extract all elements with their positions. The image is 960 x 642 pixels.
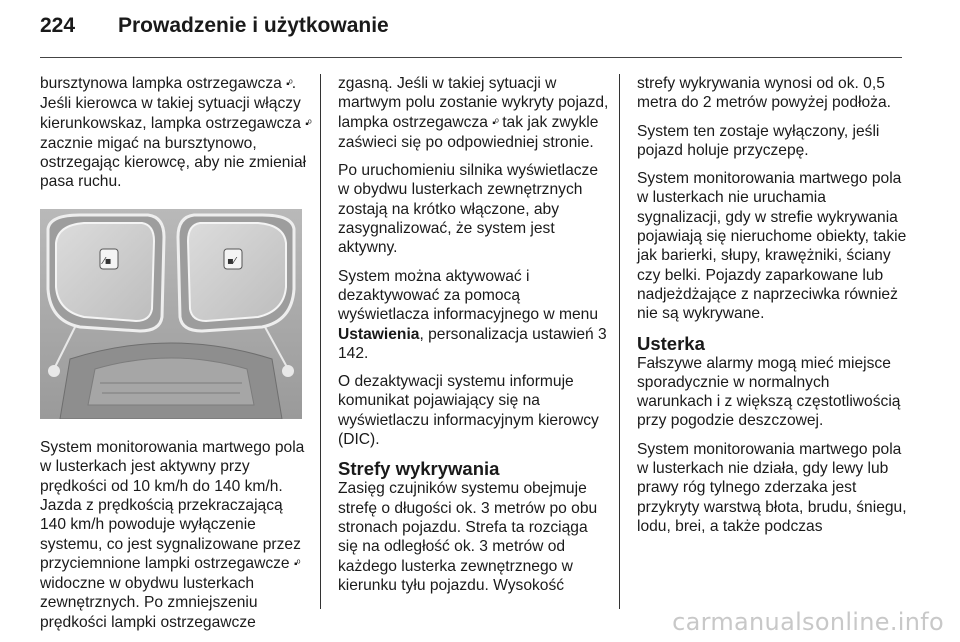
paragraph: System monitorowania martwego pola w lusterkach nie uruchamia sygnalizacji, gdy w strefie wykrywania pojawiają się nieruchome obiekty, takie jak barierki, słupy, krawężniki, ściany czy belki. Pojazdy zaparkowane lub nadjeżdżające z naprzeciwka również nie są wykrywane.	[637, 170, 907, 323]
column-3	[637, 74, 909, 545]
paragraph: Zasięg czujników systemu obejmuje strefę o długości ok. 3 metrów po obu stronach pojazdu. Strefa ta rozciąga się na odległość ok. 3 metrów od każdego lusterka zewnętrznego w kierunku tyłu pojazdu. Wysokość	[338, 480, 598, 594]
page-title: Prowadzenie i użytkowanie	[118, 14, 389, 37]
svg-text:⁄▪: ⁄▪	[103, 255, 112, 267]
column-2	[338, 74, 610, 604]
column-1	[40, 74, 312, 641]
text: System monitorowania martwego pola w lusterkach jest aktywny przy prędkości od 10 km/h do 140 km/h. Jazda z prędkością przekraczającą 140 km/h powoduje wyłączenie systemu, co jest sygnalizowane przez przyciemnione lampki ostrzegawcze	[40, 439, 305, 572]
text: tak jak zwykle zaświeci się po odpowiedniej stronie.	[338, 113, 599, 151]
paragraph	[338, 267, 610, 363]
text: zgasną. Jeśli w takiej sytuacji w martwym polu zostanie wykryty pojazd, lampka ostrzegawcza	[338, 75, 609, 131]
section-heading-fault: Usterka	[637, 332, 705, 354]
paragraph: System monitorowania martwego pola w lusterkach nie działa, gdy lewy lub prawy róg tylnego zderzaka jest przykryty warstwą błota, brudu, śniegu, lodu, brei, a także podczas	[637, 440, 907, 535]
menu-name: Ustawienia	[338, 325, 420, 343]
blind-spot-warning-icon: ▪⁰	[293, 558, 300, 570]
page-header	[40, 14, 920, 38]
paragraph	[40, 74, 312, 192]
page-reference[interactable]: 3 142.	[338, 325, 607, 362]
mirror-illustration	[40, 209, 302, 419]
blind-spot-warning-icon: ▪⁰	[305, 118, 311, 130]
paragraph	[338, 74, 610, 152]
paragraph: O dezaktywacji systemu informuje komunikat pojawiający się na wyświetlaczu informacyjnym kierowcy (DIC).	[338, 373, 599, 449]
text: widoczne w obydwu lusterkach zewnętrznych. Po zmniejszeniu prędkości lampki ostrzegawcze	[40, 575, 258, 631]
svg-text:▪⁄: ▪⁄	[227, 255, 236, 267]
text: System można aktywować i dezaktywować za pomocą wyświetlacza informacyjnego w menu	[338, 267, 598, 324]
paragraph: strefy wykrywania wynosi od ok. 0,5 metra do 2 metrów powyżej podłoża.	[637, 75, 891, 112]
paragraph: Fałszywe alarmy mogą mieć miejsce sporadycznie w normalnych warunkach i z większą częstotliwością przy pogodzie deszczowej.	[637, 354, 901, 430]
text: bursztynowa lampka ostrzegawcza	[40, 75, 282, 92]
blind-spot-warning-icon: ▪⁰	[492, 117, 498, 129]
section-heading-detection-zones: Strefy wykrywania	[338, 458, 500, 480]
column-divider	[320, 74, 321, 609]
page-number: 224	[40, 14, 76, 37]
paragraph: System ten zostaje wyłączony, jeśli pojazd holuje przyczepę.	[637, 122, 880, 159]
paragraph: Po uruchomieniu silnika wyświetlacze w obydwu lusterkach zewnętrznych zostają na krótko włączone, aby zasygnalizować, że system jest aktywny.	[338, 162, 599, 257]
text: , personalizacja ustawień	[419, 325, 594, 343]
text: . Jeśli kierowca w takiej sytuacji włączy kierunkowskaz, lampka ostrzegawcza	[40, 75, 301, 132]
column-divider	[619, 74, 620, 609]
text: zacznie migać na bursztynowo, ostrzegając kierowcę, aby nie zmieniał pasa ruchu.	[40, 134, 307, 191]
header-rule	[40, 57, 902, 58]
watermark: carmanualsonline.info	[672, 608, 944, 636]
blind-spot-warning-icon: ▪⁰	[286, 79, 292, 90]
paragraph	[40, 438, 312, 632]
